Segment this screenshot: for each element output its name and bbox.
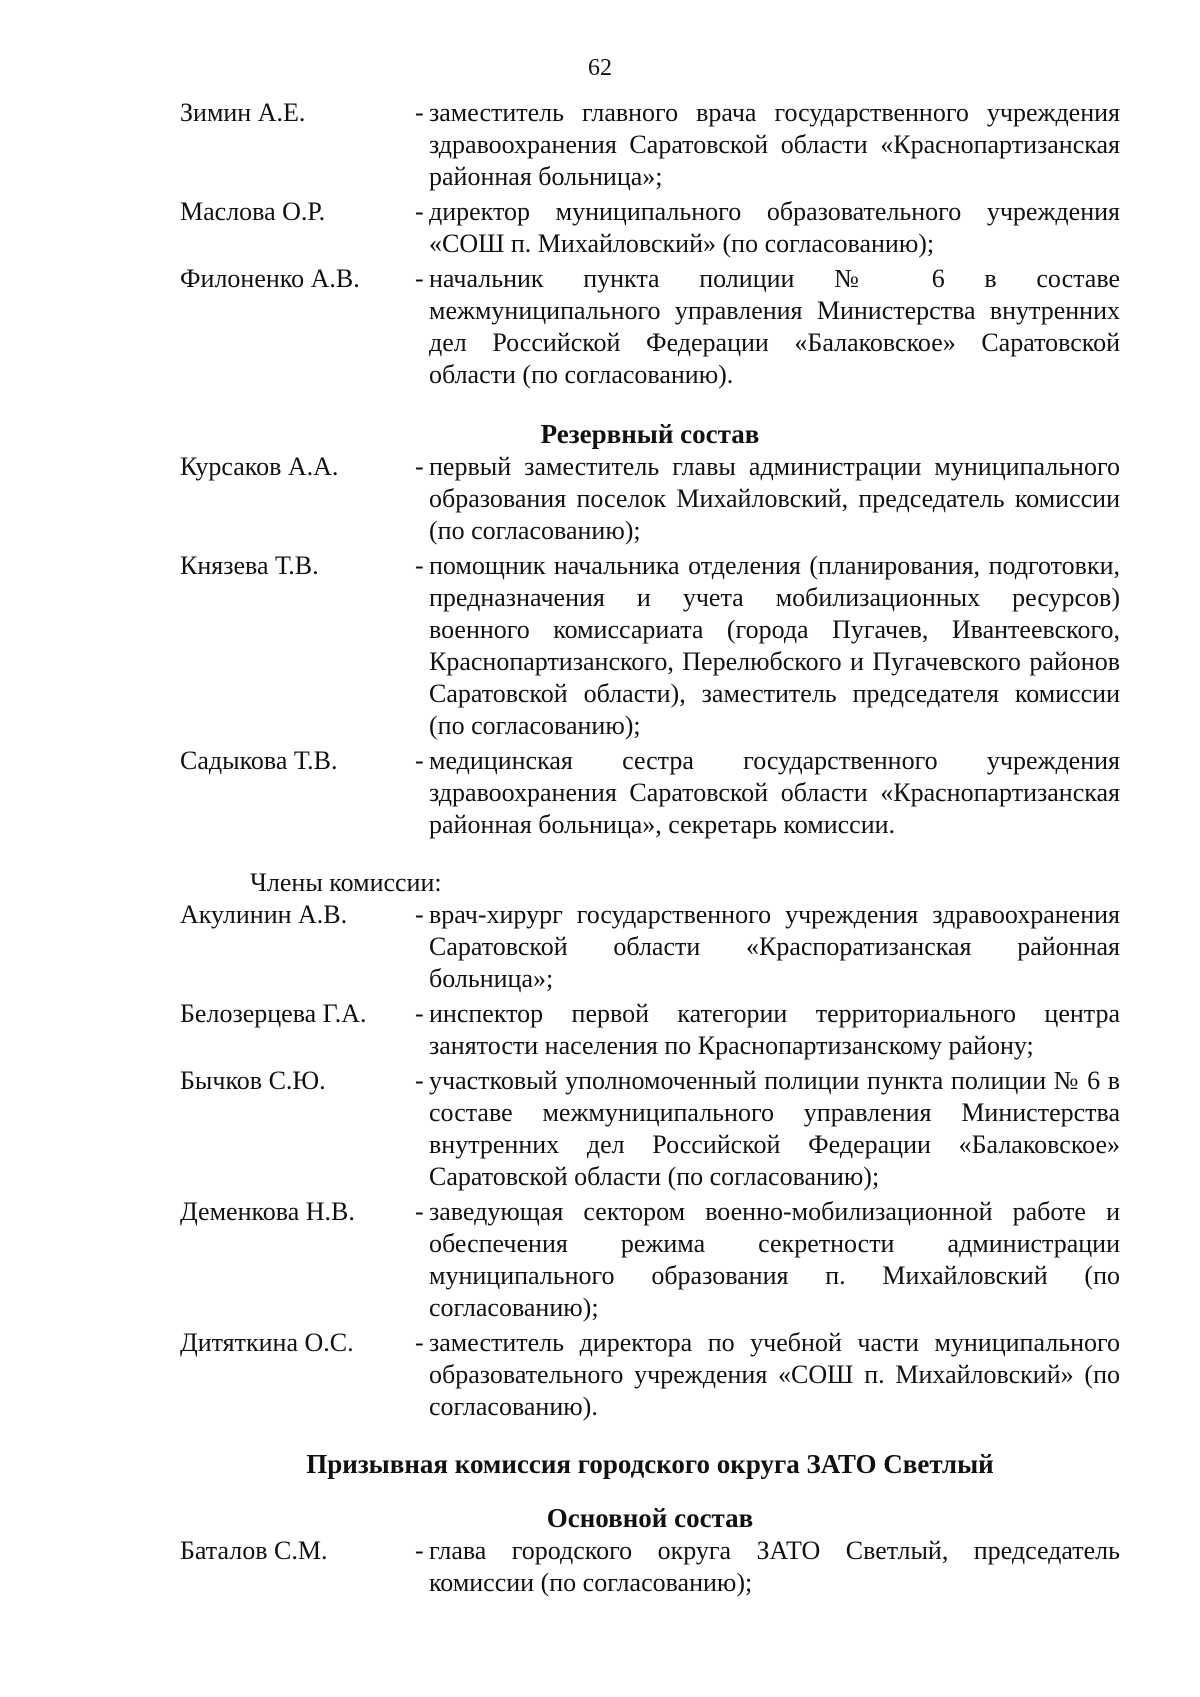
entries-group-1 (180, 97, 1120, 391)
person-name: Зимин А.Е. (180, 98, 306, 127)
list-item (180, 1535, 1120, 1599)
person-position: заместитель директора по учебной части муниципального образовательного учреждения «СОШ п. Михайловский» (по согласованию). (429, 1328, 1120, 1421)
members-label: Члены комиссии: (250, 868, 442, 897)
entries-group-2 (180, 451, 1120, 841)
list-item (180, 550, 1120, 742)
person-position: первый заместитель главы администрации муниципального образования поселок Михайловский, председатель комиссии (по согласованию); (429, 452, 1120, 545)
person-position: инспектор первой категории территориального центра занятости населения по Краснопартизанскому району; (429, 999, 1120, 1060)
reserve-section-title: Резервный состав (540, 419, 760, 449)
dash: - (415, 197, 424, 226)
person-name: Бычков С.Ю. (180, 1066, 326, 1095)
entries-group-3 (180, 899, 1120, 1423)
person-position: заместитель главного врача государственного учреждения здравоохранения Саратовской области «Краснопартизанская районная больница»; (429, 98, 1120, 191)
list-item (180, 97, 1120, 193)
person-name: Филоненко А.В. (180, 264, 360, 293)
dash: - (415, 900, 424, 929)
person-position: помощник начальника отделения (планирования, подготовки, предназначения и учета мобилизационных ресурсов) военного комиссариата (города Пугачев, Ивантеевского, Краснопартизанского, Перелюбского и Пугачевского районов Саратовской области), заместитель председателя комиссии (по согласованию); (429, 551, 1120, 740)
person-position: директор муниципального образовательного учреждения «СОШ п. Михайловский» (по согласованию); (429, 197, 1120, 258)
person-position: начальник пункта полиции № 6 в составе межмуниципального управления Министерства внутренних дел Российской Федерации «Балаковское» Саратовской области (по согласованию). (429, 264, 1120, 389)
dash: - (415, 98, 424, 127)
list-item (180, 998, 1120, 1062)
person-name: Акулинин А.В. (180, 900, 348, 929)
main-section-title: Основной состав (546, 1503, 754, 1533)
person-name: Садыкова Т.В. (180, 746, 338, 775)
dash: - (415, 1197, 424, 1226)
document-body (180, 97, 1120, 1602)
dash: - (415, 264, 424, 293)
person-position: глава городского округа ЗАТО Светлый, председатель комиссии (по согласованию); (429, 1536, 1120, 1597)
list-item (180, 196, 1120, 260)
person-name: Курсаков А.А. (180, 452, 339, 481)
person-name: Князева Т.В. (180, 551, 319, 580)
entries-group-4 (180, 1535, 1120, 1599)
dash: - (415, 999, 424, 1028)
list-item (180, 1196, 1120, 1324)
dash: - (415, 551, 424, 580)
person-name: Белозерцева Г.А. (180, 999, 367, 1028)
dash: - (415, 746, 424, 775)
person-position: медицинская сестра государственного учреждения здравоохранения Саратовской области «Краснопартизанская районная больница», секретарь комиссии. (429, 746, 1120, 839)
person-name: Дитяткина О.С. (180, 1328, 354, 1357)
list-item (180, 1327, 1120, 1423)
person-position: участковый уполномоченный полиции пункта полиции № 6 в составе межмуниципального управления Министерства внутренних дел Российской Федерации «Балаковское» Саратовской области (по согласованию); (429, 1066, 1120, 1191)
page-number: 62 (588, 55, 612, 81)
list-item (180, 451, 1120, 547)
dash: - (415, 1536, 424, 1565)
commission-title: Призывная комиссия городского округа ЗАТО Светлый (306, 1449, 994, 1479)
dash: - (415, 1328, 424, 1357)
list-item (180, 745, 1120, 841)
dash: - (415, 1066, 424, 1095)
list-item (180, 263, 1120, 391)
person-name: Деменкова Н.В. (180, 1197, 355, 1226)
person-position: заведующая сектором военно-мобилизационной работе и обеспечения режима секретности администрации муниципального образования п. Михайловский (по согласованию); (429, 1197, 1120, 1322)
person-name: Маслова О.Р. (180, 197, 326, 226)
person-name: Баталов С.М. (180, 1536, 328, 1565)
person-position: врач-хирург государственного учреждения здравоохранения Саратовской области «Краспоратизанская районная больница»; (429, 900, 1120, 993)
dash: - (415, 452, 424, 481)
list-item (180, 1065, 1120, 1193)
list-item (180, 899, 1120, 995)
